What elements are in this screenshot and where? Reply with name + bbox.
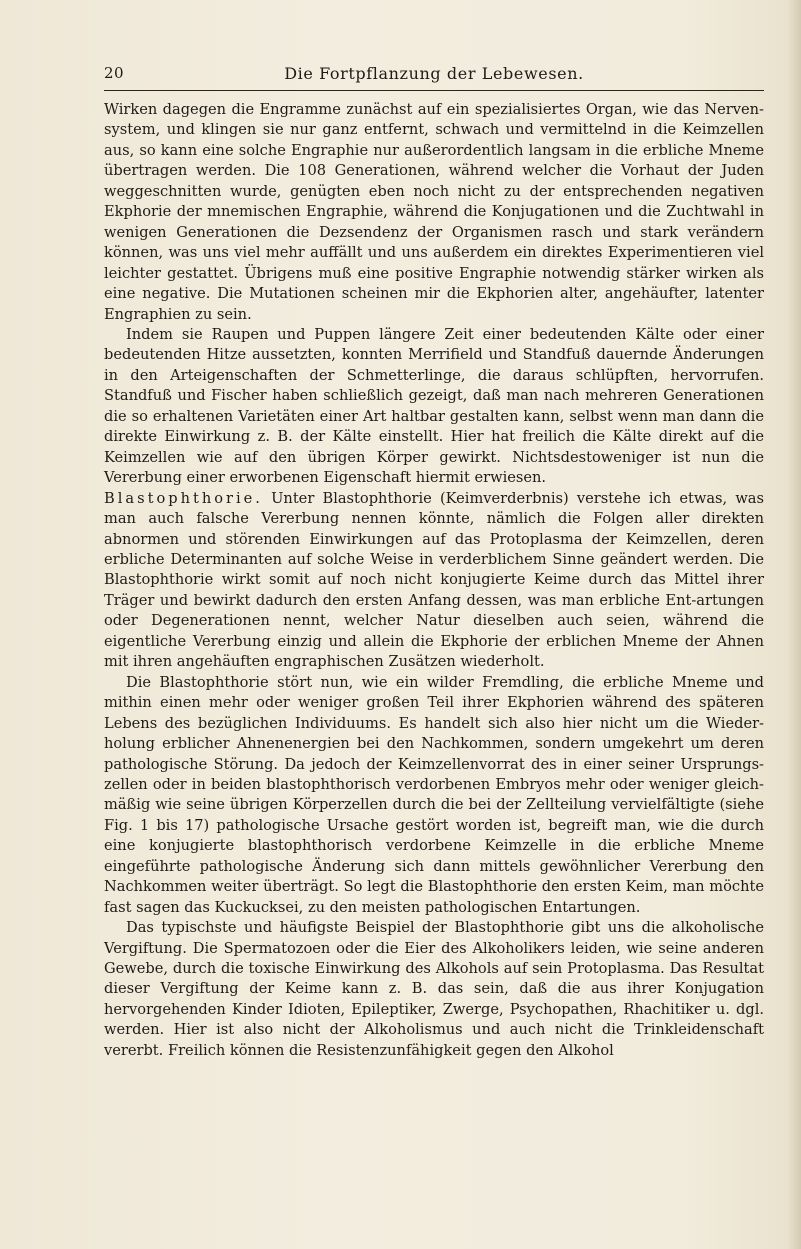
paragraph-text: Unter Blastophthorie (Keimverderbnis) verstehe ich etwas, was man auch falsche Vererbung nennen könnte, nämlich die Folgen aller direkten abnormen und störenden Einwirkungen auf das Protoplasma der Keimzellen, deren erbliche Determinanten auf solche Weise in verderblichem Sinne geändert werden. Die Blastophthorie wirkt somit auf noch nicht konjugierte Keime durch das Mittel ihrer Träger und bewirkt dadurch den ersten Anfang dessen, was man erbliche Ent-artungen oder Degenerationen nennt, welcher Natur dieselben auch seien, während die eigentliche Vererbung einzig und allein die Ekphorie der erblichen Mneme der Ahnen mit ihren angehäuften engraphischen Zusätzen wiederholt. [104, 489, 764, 671]
body-text [104, 100, 764, 1061]
paragraph: Das typischste und häufigste Beispiel der Blastophthorie gibt uns die alkoholische Vergiftung. Die Spermatozoen oder die Eier des Alkoholikers leiden, wie seine anderen Gewebe, durch die toxische Einwirkung des Alkohols auf sein Protoplasma. Das Resultat dieser Vergiftung der Keime kann z. B. das sein, daß die aus ihrer Konjugation hervorgehenden Kinder Idioten, Epileptiker, Zwerge, Psychopathen, Rhachitiker u. dgl. werden. Hier ist also nicht der Alkoholismus und auch nicht die Trinkleidenschaft vererbt. Freilich können die Resistenzunfähigkeit gegen den Alkohol [104, 919, 764, 1059]
page-header [104, 64, 764, 86]
running-title: Die Fortpflanzung der Lebewesen. [284, 64, 584, 83]
paragraph: Indem sie Raupen und Puppen längere Zeit einer bedeutenden Kälte oder einer bedeutenden Hitze aussetzten, konnten Merrifield und Standfuß dauernde Änderungen in den Arteigenschaften der Schmetterlinge, die daraus schlüpften, hervorrufen. Standfuß und Fischer haben schließlich gezeigt, daß man nach mehreren Generationen die so erhaltenen Varietäten einer Art haltbar gestalten kann, selbst wenn man dann die direkte Einwirkung z. B. der Kälte einstellt. Hier hat freilich die Kälte direkt auf die Keimzellen wie auf den übrigen Körper gewirkt. Nichtsdestoweniger ist nun die Vererbung einer erworbenen Eigenschaft hiermit erwiesen. [104, 325, 764, 487]
page-number: 20 [104, 64, 125, 82]
paragraph: Die Blastophthorie stört nun, wie ein wilder Fremdling, die erbliche Mneme und mithin einen mehr oder weniger großen Teil ihrer Ekphorien während des späteren Lebens des bezüglichen Individuums. Es handelt sich also hier nicht um die Wieder-holung erblicher Ahnenenergien bei den Nachkommen, sondern umgekehrt um deren pathologische Störung. Da jedoch der Keimzellenvorrat des in einer seiner Ursprungs-zellen oder in beiden blastophthorisch verdorbenen Embryos mehr oder weniger gleich-mäßig wie seine übrigen Körperzellen durch die bei der Zellteilung vervielfältigte (siehe Fig. 1 bis 17) pathologische Ursache gestört worden ist, begreift man, wie die durch eine konjugierte blastophthorisch verdorbene Keimzelle in die erbliche Mneme eingeführte pathologische Änderung sich dann mittels gewöhnlicher Vererbung den Nachkommen weiter überträgt. So legt die Blastophthorie den ersten Keim, man möchte fast sagen das Kuckucksei, zu den meisten pathologischen Entartungen. [104, 673, 764, 916]
term-blastophthorie: Blastophthorie. [104, 489, 263, 507]
page-edge-shadow [787, 0, 801, 1249]
paragraph-blastophthorie [104, 489, 764, 673]
paragraph: Wirken dagegen die Engramme zunächst auf ein spezialisiertes Organ, wie das Nerven-system, und klingen sie nur ganz entfernt, schwach und vermittelnd in die Keimzellen aus, so kann eine solche Engraphie nur außerordentlich langsam in die erbliche Mneme übertragen werden. Die 108 Generationen, während welcher die Vorhaut der Juden weggeschnitten wurde, genügten eben noch nicht zu der entsprechenden negativen Ekphorie der mnemischen Engraphie, während die Konjugationen und die Zuchtwahl in wenigen Generationen die Dezsendenz der Organismen rasch und stark verändern können, was uns viel mehr auffällt und uns außerdem ein direktes Experimentieren viel leichter gestattet. Übrigens muß eine positive Engraphie notwendig stärker wirken als eine negative. Die Mutationen scheinen mir die Ekphorien alter, angehäufter, latenter Engraphien zu sein. [104, 101, 764, 323]
header-rule [104, 90, 764, 91]
